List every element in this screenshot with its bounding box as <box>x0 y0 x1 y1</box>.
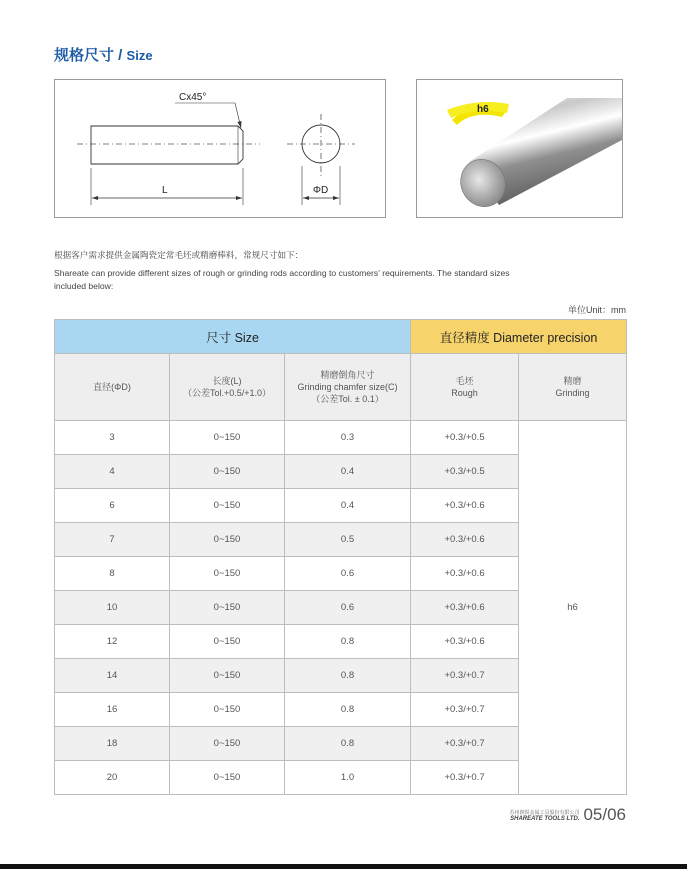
col-rough: 毛坯 Rough <box>411 354 519 421</box>
cell-rough: +0.3/+0.6 <box>411 591 519 625</box>
length-label: L <box>162 185 168 196</box>
company-name-cn: 苏州朗锐金属工具股份有限公司 <box>509 809 580 816</box>
col-diameter: 直径(ΦD) <box>55 354 170 421</box>
description-en-line1: Shareate can provide different sizes of rough or grinding rods according to customers' requirements. The standard sizes <box>54 268 510 278</box>
cell-rough: +0.3/+0.7 <box>411 693 519 727</box>
cell-diameter: 20 <box>55 761 170 795</box>
chamfer-label: Cx45° <box>179 92 207 103</box>
cell-rough: +0.3/+0.6 <box>411 625 519 659</box>
description-en-line2: included below: <box>54 281 114 291</box>
cell-diameter: 18 <box>55 727 170 761</box>
header-size: 尺寸 Size <box>55 320 411 354</box>
spec-table <box>54 319 627 795</box>
rod-photo-panel <box>416 79 623 218</box>
page-footer <box>509 805 626 825</box>
cell-chamfer: 0.5 <box>285 523 411 557</box>
description-zh: 根据客户需求提供金属陶瓷定常毛坯或精磨棒料，常规尺寸如下： <box>54 250 304 260</box>
cell-chamfer: 0.8 <box>285 727 411 761</box>
diameter-label: ΦD <box>313 185 329 196</box>
h6-badge: h6 <box>477 104 489 115</box>
cell-rough: +0.3/+0.5 <box>411 421 519 455</box>
cell-chamfer: 1.0 <box>285 761 411 795</box>
cell-diameter: 16 <box>55 693 170 727</box>
cell-length: 0~150 <box>170 625 285 659</box>
rod-photo <box>417 80 622 217</box>
cell-diameter: 3 <box>55 421 170 455</box>
cell-chamfer: 0.4 <box>285 455 411 489</box>
cell-length: 0~150 <box>170 591 285 625</box>
cell-chamfer: 0.4 <box>285 489 411 523</box>
cell-diameter: 10 <box>55 591 170 625</box>
cell-rough: +0.3/+0.6 <box>411 489 519 523</box>
rod-drawing <box>55 80 385 217</box>
bottom-bar <box>0 864 687 869</box>
title-en: Size <box>126 48 153 63</box>
cell-chamfer: 0.3 <box>285 421 411 455</box>
cell-length: 0~150 <box>170 761 285 795</box>
company-logo <box>509 809 579 822</box>
col-grinding: 精磨 Grinding <box>519 354 627 421</box>
col-length: 长度(L) （公差Tol.+0.5/+1.0） <box>170 354 285 421</box>
cell-chamfer: 0.8 <box>285 625 411 659</box>
cell-diameter: 14 <box>55 659 170 693</box>
cell-chamfer: 0.6 <box>285 591 411 625</box>
cell-length: 0~150 <box>170 489 285 523</box>
cell-length: 0~150 <box>170 455 285 489</box>
cell-length: 0~150 <box>170 659 285 693</box>
cell-diameter: 6 <box>55 489 170 523</box>
table-row <box>55 421 627 455</box>
technical-drawing-panel <box>54 79 386 218</box>
cell-rough: +0.3/+0.7 <box>411 727 519 761</box>
cell-chamfer: 0.6 <box>285 557 411 591</box>
title-zh: 规格尺寸 <box>54 47 115 64</box>
header-precision: 直径精度 Diameter precision <box>411 320 627 354</box>
cell-length: 0~150 <box>170 421 285 455</box>
cell-diameter: 7 <box>55 523 170 557</box>
cell-grinding: h6 <box>519 421 627 795</box>
cell-chamfer: 0.8 <box>285 693 411 727</box>
cell-length: 0~150 <box>170 727 285 761</box>
unit-label: 单位Unit：mm <box>568 305 626 315</box>
page-title <box>54 44 153 65</box>
cell-rough: +0.3/+0.6 <box>411 557 519 591</box>
cell-diameter: 4 <box>55 455 170 489</box>
cell-length: 0~150 <box>170 557 285 591</box>
title-separator: / <box>114 47 127 64</box>
cell-length: 0~150 <box>170 693 285 727</box>
page-number: 05/06 <box>583 805 626 824</box>
cell-diameter: 12 <box>55 625 170 659</box>
cell-rough: +0.3/+0.7 <box>411 659 519 693</box>
company-name-en: SHAREATE TOOLS LTD. <box>510 815 580 822</box>
cell-rough: +0.3/+0.6 <box>411 523 519 557</box>
cell-rough: +0.3/+0.5 <box>411 455 519 489</box>
cell-chamfer: 0.8 <box>285 659 411 693</box>
cell-rough: +0.3/+0.7 <box>411 761 519 795</box>
col-chamfer: 精磨倒角尺寸 Grinding chamfer size(C) （公差Tol. ± 0.1） <box>285 354 411 421</box>
cell-diameter: 8 <box>55 557 170 591</box>
cell-length: 0~150 <box>170 523 285 557</box>
